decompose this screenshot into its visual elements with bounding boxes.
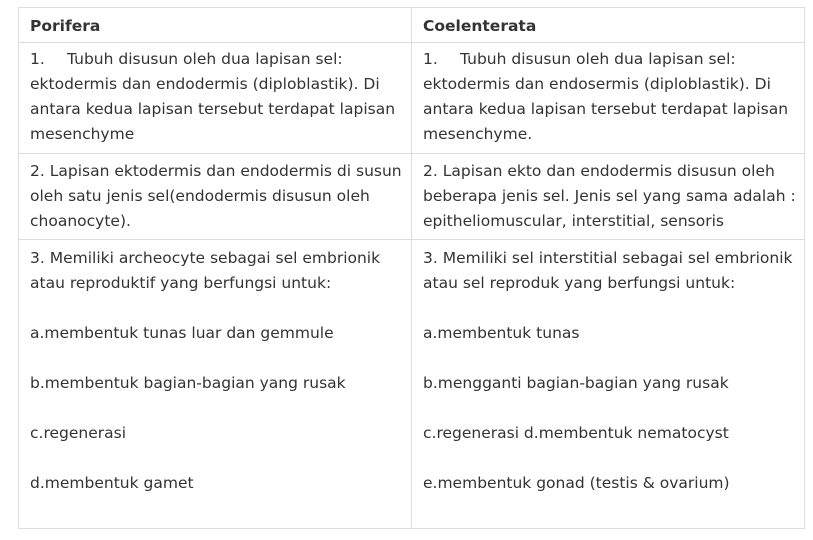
cell-line: 2. Lapisan ekto dan endodermis disusun oleh bbox=[423, 162, 775, 180]
cell-line: oleh satu jenis sel(endodermis disusun oleh bbox=[30, 187, 370, 205]
cell-line: ektodermis dan endosermis (diploblastik). Di bbox=[423, 75, 771, 93]
spacer bbox=[423, 346, 794, 371]
cell-line: mesenchyme. bbox=[423, 125, 533, 143]
spacer bbox=[30, 346, 401, 371]
list-item: e.membentuk gonad (testis & ovarium) bbox=[423, 474, 730, 492]
table-cell-porifera bbox=[19, 154, 412, 240]
cell-text: Tubuh disusun oleh dua lapisan sel: bbox=[67, 50, 343, 68]
table-cell-coelenterata bbox=[412, 240, 805, 529]
list-item: c.regenerasi bbox=[30, 424, 127, 442]
cell-line: beberapa jenis sel. Jenis sel yang sama adalah : bbox=[423, 187, 796, 205]
table-cell-coelenterata bbox=[412, 154, 805, 240]
cell-line bbox=[423, 47, 794, 72]
table-cell-porifera bbox=[19, 240, 412, 529]
list-item: a.membentuk tunas bbox=[423, 324, 580, 342]
cell-line bbox=[30, 47, 401, 72]
table-cell-porifera bbox=[19, 43, 412, 154]
cell-line: 3. Memiliki sel interstitial sebagai sel embrionik bbox=[423, 249, 793, 267]
list-item: a.membentuk tunas luar dan gemmule bbox=[30, 324, 334, 342]
comparison-table bbox=[18, 7, 805, 529]
cell-line: 3. Memiliki archeocyte sebagai sel embrionik bbox=[30, 249, 381, 267]
list-item: d.membentuk gamet bbox=[30, 474, 194, 492]
list-item: b.mengganti bagian-bagian yang rusak bbox=[423, 374, 729, 392]
list-item: c.regenerasi d.membentuk nematocyst bbox=[423, 424, 729, 442]
column-header-coelenterata: Coelenterata bbox=[412, 8, 805, 43]
cell-line: 2. Lapisan ektodermis dan endodermis di susun bbox=[30, 162, 402, 180]
cell-text: Tubuh disusun oleh dua lapisan sel: bbox=[460, 50, 736, 68]
cell-line: choanocyte). bbox=[30, 212, 131, 230]
spacer bbox=[423, 296, 794, 321]
table-row bbox=[19, 154, 805, 240]
column-header-porifera: Porifera bbox=[19, 8, 412, 43]
table-cell-coelenterata bbox=[412, 43, 805, 154]
cell-line: mesenchyme bbox=[30, 125, 135, 143]
spacer bbox=[423, 446, 794, 471]
cell-line: antara kedua lapisan tersebut terdapat lapisan bbox=[423, 100, 789, 118]
spacer bbox=[30, 296, 401, 321]
list-item: b.membentuk bagian-bagian yang rusak bbox=[30, 374, 346, 392]
table-header-row bbox=[19, 8, 805, 43]
cell-line: ektodermis dan endodermis (diploblastik). Di bbox=[30, 75, 380, 93]
spacer bbox=[30, 396, 401, 421]
spacer bbox=[423, 396, 794, 421]
table-row bbox=[19, 43, 805, 154]
item-number: 1. bbox=[423, 50, 438, 68]
item-number: 1. bbox=[30, 50, 45, 68]
cell-line: atau reproduktif yang berfungsi untuk: bbox=[30, 274, 332, 292]
cell-line: antara kedua lapisan tersebut terdapat lapisan bbox=[30, 100, 396, 118]
table-row bbox=[19, 240, 805, 529]
cell-line: atau sel reproduk yang berfungsi untuk: bbox=[423, 274, 736, 292]
cell-line: epitheliomuscular, interstitial, sensoris bbox=[423, 212, 724, 230]
spacer bbox=[30, 446, 401, 471]
